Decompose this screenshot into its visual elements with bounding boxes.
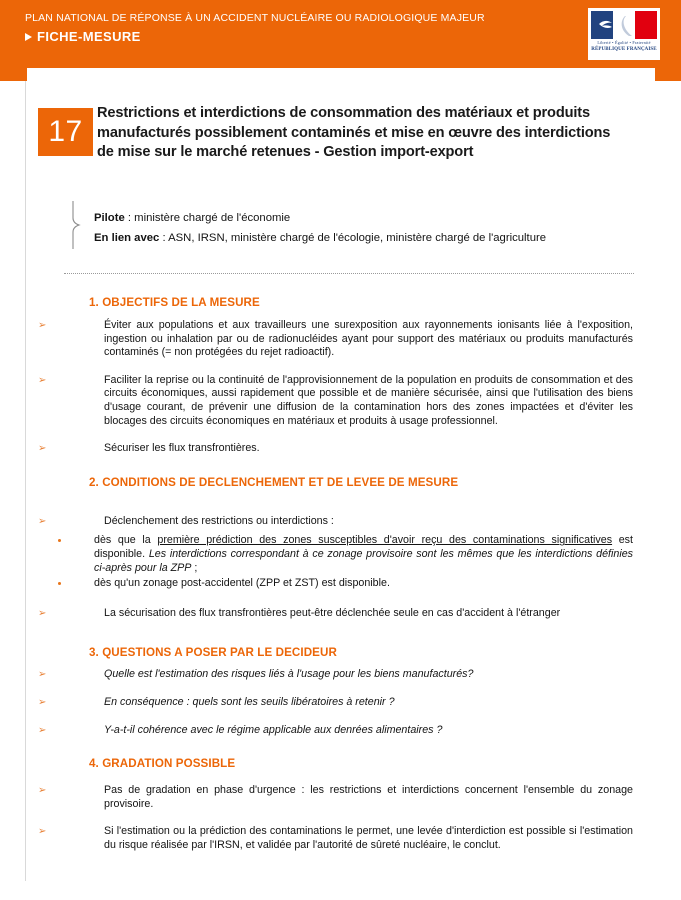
section-2-title: 2. CONDITIONS DE DECLENCHEMENT ET DE LEVEE DE MESURE [89, 475, 459, 489]
list-item-text: Sécuriser les flux transfrontières. [104, 442, 260, 455]
content-panel [25, 81, 656, 881]
spacer [26, 737, 657, 757]
section-1-list [26, 319, 657, 456]
list-item [26, 319, 657, 360]
list-item [56, 577, 657, 591]
header-text [25, 11, 485, 46]
list-item [26, 724, 657, 738]
spacer [26, 593, 657, 607]
sections-container [26, 296, 657, 852]
arrow-bullet-icon: ➢ [38, 826, 47, 838]
spacer [26, 428, 657, 442]
list-item-text: La sécurisation des flux transfrontières peut-être déclenchée seule en cas d'accident à l'étranger [104, 606, 561, 619]
lien-value: : ASN, IRSN, ministère chargé de l'écologie, ministère chargé de l'agriculture [159, 232, 547, 244]
spacer [26, 620, 657, 646]
header-tab-right [655, 68, 681, 81]
list-item-text: Faciliter la reprise ou la continuité de l'approvisionnement de la population en produits de consommation et des circuits économiques, aussi rapidement que possible et de manière sécurisée, ainsi que l'utilisation des biens d'usage courant, de prévenir une diffusion de la contamination hors des zones impactées et d'éviter les blocages des circuits économiques en matériaux et produits à usage professionnel. [104, 373, 633, 427]
fiche-mesure-label [25, 28, 485, 46]
spacer [26, 456, 657, 476]
sub1-mid: est disponible. [94, 534, 633, 560]
list-item [26, 442, 657, 456]
list-item [26, 668, 657, 682]
list-item [26, 515, 657, 591]
sheet-title: Restrictions et interdictions de consommation des matériaux et produits manufacturés possiblement contaminés et mise en œuvre des interdictions de mise sur le marché retenues - Gestion import-export [97, 105, 611, 161]
arrow-bullet-icon: ➢ [38, 443, 47, 455]
section-1 [26, 296, 657, 456]
list-item-text: En conséquence : quels sont les seuils libératoires à retenir ? [104, 695, 395, 708]
section-2-list [26, 515, 657, 621]
spacer [26, 360, 657, 374]
header-tab-left [0, 68, 27, 81]
section-4-title: 4. GRADATION POSSIBLE [89, 757, 236, 771]
list-item [26, 696, 657, 710]
spacer [26, 659, 657, 668]
list-item-text: Si l'estimation ou la prédiction des contaminations le permet, une levée d'interdiction est possible si l'estimation du risque réalisée par l'IRSN, et validée par l'autorité de sûreté nucléaire, le conclut. [104, 825, 633, 851]
section-1-title: 1. OBJECTIFS DE LA MESURE [89, 296, 260, 309]
pilote-label: Pilote [94, 212, 125, 224]
section-4 [26, 757, 657, 852]
section-2 [26, 476, 657, 621]
dot-bullet-icon [58, 539, 61, 542]
list-item [26, 607, 657, 621]
spacer [26, 489, 657, 515]
list-item-text: Y-a-t-il cohérence avec le régime applicable aux denrées alimentaires ? [104, 723, 443, 736]
sub1-post: ; [191, 561, 198, 574]
arrow-bullet-icon: ➢ [38, 320, 47, 331]
list-item-text: dès qu'un zonage post-accidentel (ZPP et ZST) est disponible. [94, 577, 390, 590]
logo-motto: Liberté • Égalité • Fraternité [597, 40, 651, 45]
fiche-mesure-text: FICHE-MESURE [37, 29, 141, 44]
list-item-text: Déclenchement des restrictions ou interdictions : [104, 514, 334, 527]
pilote-line [94, 208, 631, 228]
lien-line [94, 228, 631, 248]
plan-title: PLAN NATIONAL DE RÉPONSE À UN ACCIDENT NUCLÉAIRE OU RADIOLOGIQUE MAJEUR [25, 12, 485, 24]
list-item-text: Pas de gradation en phase d'urgence : les restrictions et interdictions concernent l'ensemble du zonage provisoire. [104, 784, 633, 810]
logo-name: RÉPUBLIQUE FRANÇAISE [591, 47, 657, 52]
dotted-separator [64, 273, 634, 274]
sub1-italic: Les interdictions correspondant à ce zonage provisoire sont les mêmes que les interdictions définies ci-après pour la ZPP [94, 547, 633, 574]
list-item-text: Éviter aux populations et aux travailleurs une surexposition aux rayonnements ionisants liée à l'exposition, ingestion ou inhalation par ou de radionucléides ayant pour support des matériaux ou produits manufacturés contaminés (= non protégées du rejet radioactif). [104, 319, 633, 359]
arrow-bullet-icon: ➢ [38, 515, 47, 527]
spacer [26, 682, 657, 696]
arrow-bullet-icon: ➢ [38, 374, 47, 386]
list-item [26, 784, 657, 811]
arrow-bullet-icon: ➢ [38, 669, 47, 681]
pilote-block [71, 208, 631, 248]
sheet-number-badge: 17 [38, 108, 93, 156]
pilote-lines [94, 208, 631, 248]
section-3-list [26, 668, 657, 737]
republique-francaise-logo [588, 8, 660, 60]
list-item [26, 374, 657, 428]
sub1-underlined: première prédiction des zones susceptibles d'avoir reçu des contaminations significatives [157, 534, 613, 547]
arrow-bullet-icon: ➢ [38, 785, 47, 797]
section-3-title: 3. QUESTIONS A POSER PAR LE DECIDEUR [89, 646, 337, 660]
spacer [26, 811, 657, 825]
section-3 [26, 646, 657, 737]
french-flag-marianne-icon [591, 11, 657, 39]
spacer [26, 770, 657, 784]
list-item [56, 534, 657, 575]
list-item-text: Quelle est l'estimation des risques liés à l'usage pour les biens manufacturés? [104, 668, 474, 681]
arrow-bullet-icon: ➢ [38, 724, 47, 736]
section-4-list [26, 784, 657, 852]
section-2-sublist [56, 534, 657, 590]
sub1-pre: dès que la [94, 534, 158, 547]
lien-label: En lien avec [94, 232, 160, 244]
arrow-bullet-icon: ➢ [38, 696, 47, 708]
pilote-value: : ministère chargé de l'économie [124, 212, 291, 224]
dot-bullet-icon [58, 582, 61, 585]
spacer [26, 710, 657, 724]
arrow-bullet-icon: ➢ [38, 607, 47, 619]
list-item-text [94, 534, 633, 575]
triangle-right-icon [25, 33, 32, 41]
list-item [26, 825, 657, 852]
curly-brace-icon [71, 200, 87, 250]
